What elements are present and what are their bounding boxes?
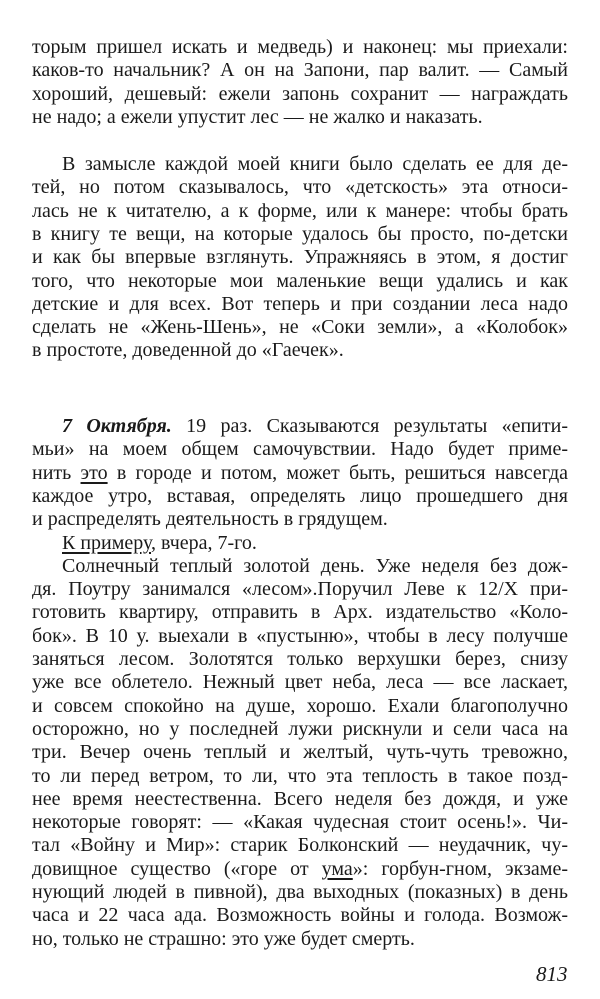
text-segment: , вчера, 7-го. (151, 531, 257, 554)
text-line: и совсем спокойно на душе, хорошо. Ехали благополучно (32, 694, 568, 717)
text-line: бок». В 10 у. выехали в «пустыню», чтобы в лесу получше (32, 624, 568, 647)
text-segment: довищное существо («горе от (32, 857, 322, 880)
text-line: в простоте, доведенной до «Гаечек». (32, 339, 344, 362)
text-line: дя. Поутру занимался «лесом».Поручил Леве к 12/X при- (32, 578, 568, 601)
underlined-text: ума (321, 857, 353, 880)
text-line: каждое утро, вставая, определять лицо прошедшего дня (32, 484, 568, 507)
text-line: торым пришел искать и медведь) и наконец: мы приехали: (32, 36, 568, 58)
underlined-text: К примеру (62, 531, 152, 554)
text-line: нее время неестественна. Всего неделя без дождя, и уже (32, 787, 568, 810)
text-line: осторожно, но у последней лужи рискнули и сели часа на (32, 717, 568, 740)
text-line: того, что некоторые мои маленькие вещи удались и как (32, 269, 568, 292)
text-line: но, только не страшно: это уже будет смерть. (32, 927, 415, 950)
text-line: некоторые говорят: — «Какая чудесная стоит осень!». Чи- (32, 811, 568, 834)
text-line: то ли перед ветром, то ли, что эта теплость в такое позд- (32, 764, 568, 787)
text-line: три. Вечер очень теплый и желтый, чуть-чуть тревожно, (32, 741, 568, 764)
text-line: не надо; а ежели упустит лес — не жалко и наказать. (32, 105, 483, 128)
text-line (62, 532, 568, 555)
text-line: и распределять деятельность в грядущем. (32, 508, 388, 531)
entry-date: 7 Октября. (62, 415, 172, 437)
text-line: лась не к читателю, а к форме, или к манере: чтобы брать (32, 199, 568, 222)
text-line: готовить квартиру, отправить в Арх. издательство «Коло- (32, 601, 568, 624)
text-line: хороший, дешевый: ежели запонь сохранит — награждать (32, 82, 568, 105)
text-line: заняться лесом. Золотятся только верхушки берез, снизу (32, 648, 568, 670)
text-line: сделать не «Жень-Шень», не «Соки земли», а «Колобок» (32, 316, 568, 339)
text-line: мьи» на моем общем самочувствии. Надо будет приме- (32, 438, 568, 461)
text-line: В замысле каждой моей книги было сделать ее для де- (62, 153, 568, 175)
text-line: тал «Войну и Мир»: старик Болконский — неудачник, чу- (32, 834, 568, 857)
text-line: тей, но потом сказывалось, что «детскость» эта относи- (32, 176, 568, 199)
text-line (32, 858, 568, 881)
text-line: в книгу те вещи, на которые удалось бы просто, по-детски (32, 222, 568, 245)
text-line: Солнечный теплый золотой день. Уже неделя без дож- (62, 554, 568, 577)
text-line (62, 415, 568, 438)
text-segment: нить (32, 461, 81, 484)
underlined-text: это (80, 461, 108, 484)
text-line: и как бы впервые взглянуть. Упражняясь в этом, я достиг (32, 246, 568, 269)
page-number: 813 (536, 962, 568, 986)
text-line: нующий людей в пивной), два выходных (показных) в день (32, 881, 568, 903)
text-line: каков-то начальник? А он на Запони, пар валит. — Самый (32, 59, 568, 82)
text-line: уже все облетело. Нежный цвет неба, леса — все ласкает, (32, 671, 568, 694)
text-segment: в городе и потом, может быть, решиться навсегда (107, 461, 568, 484)
text-segment: »: горбун-гном, экзаме- (352, 857, 568, 880)
text-line: часа и 22 часа ада. Возможность войны и голода. Возмож- (32, 904, 568, 927)
text-line (32, 462, 568, 485)
text-segment: 19 раз. Сказываются результаты «епити- (171, 415, 568, 437)
text-line: детские и для всех. Вот теперь и при создании леса надо (32, 292, 568, 315)
